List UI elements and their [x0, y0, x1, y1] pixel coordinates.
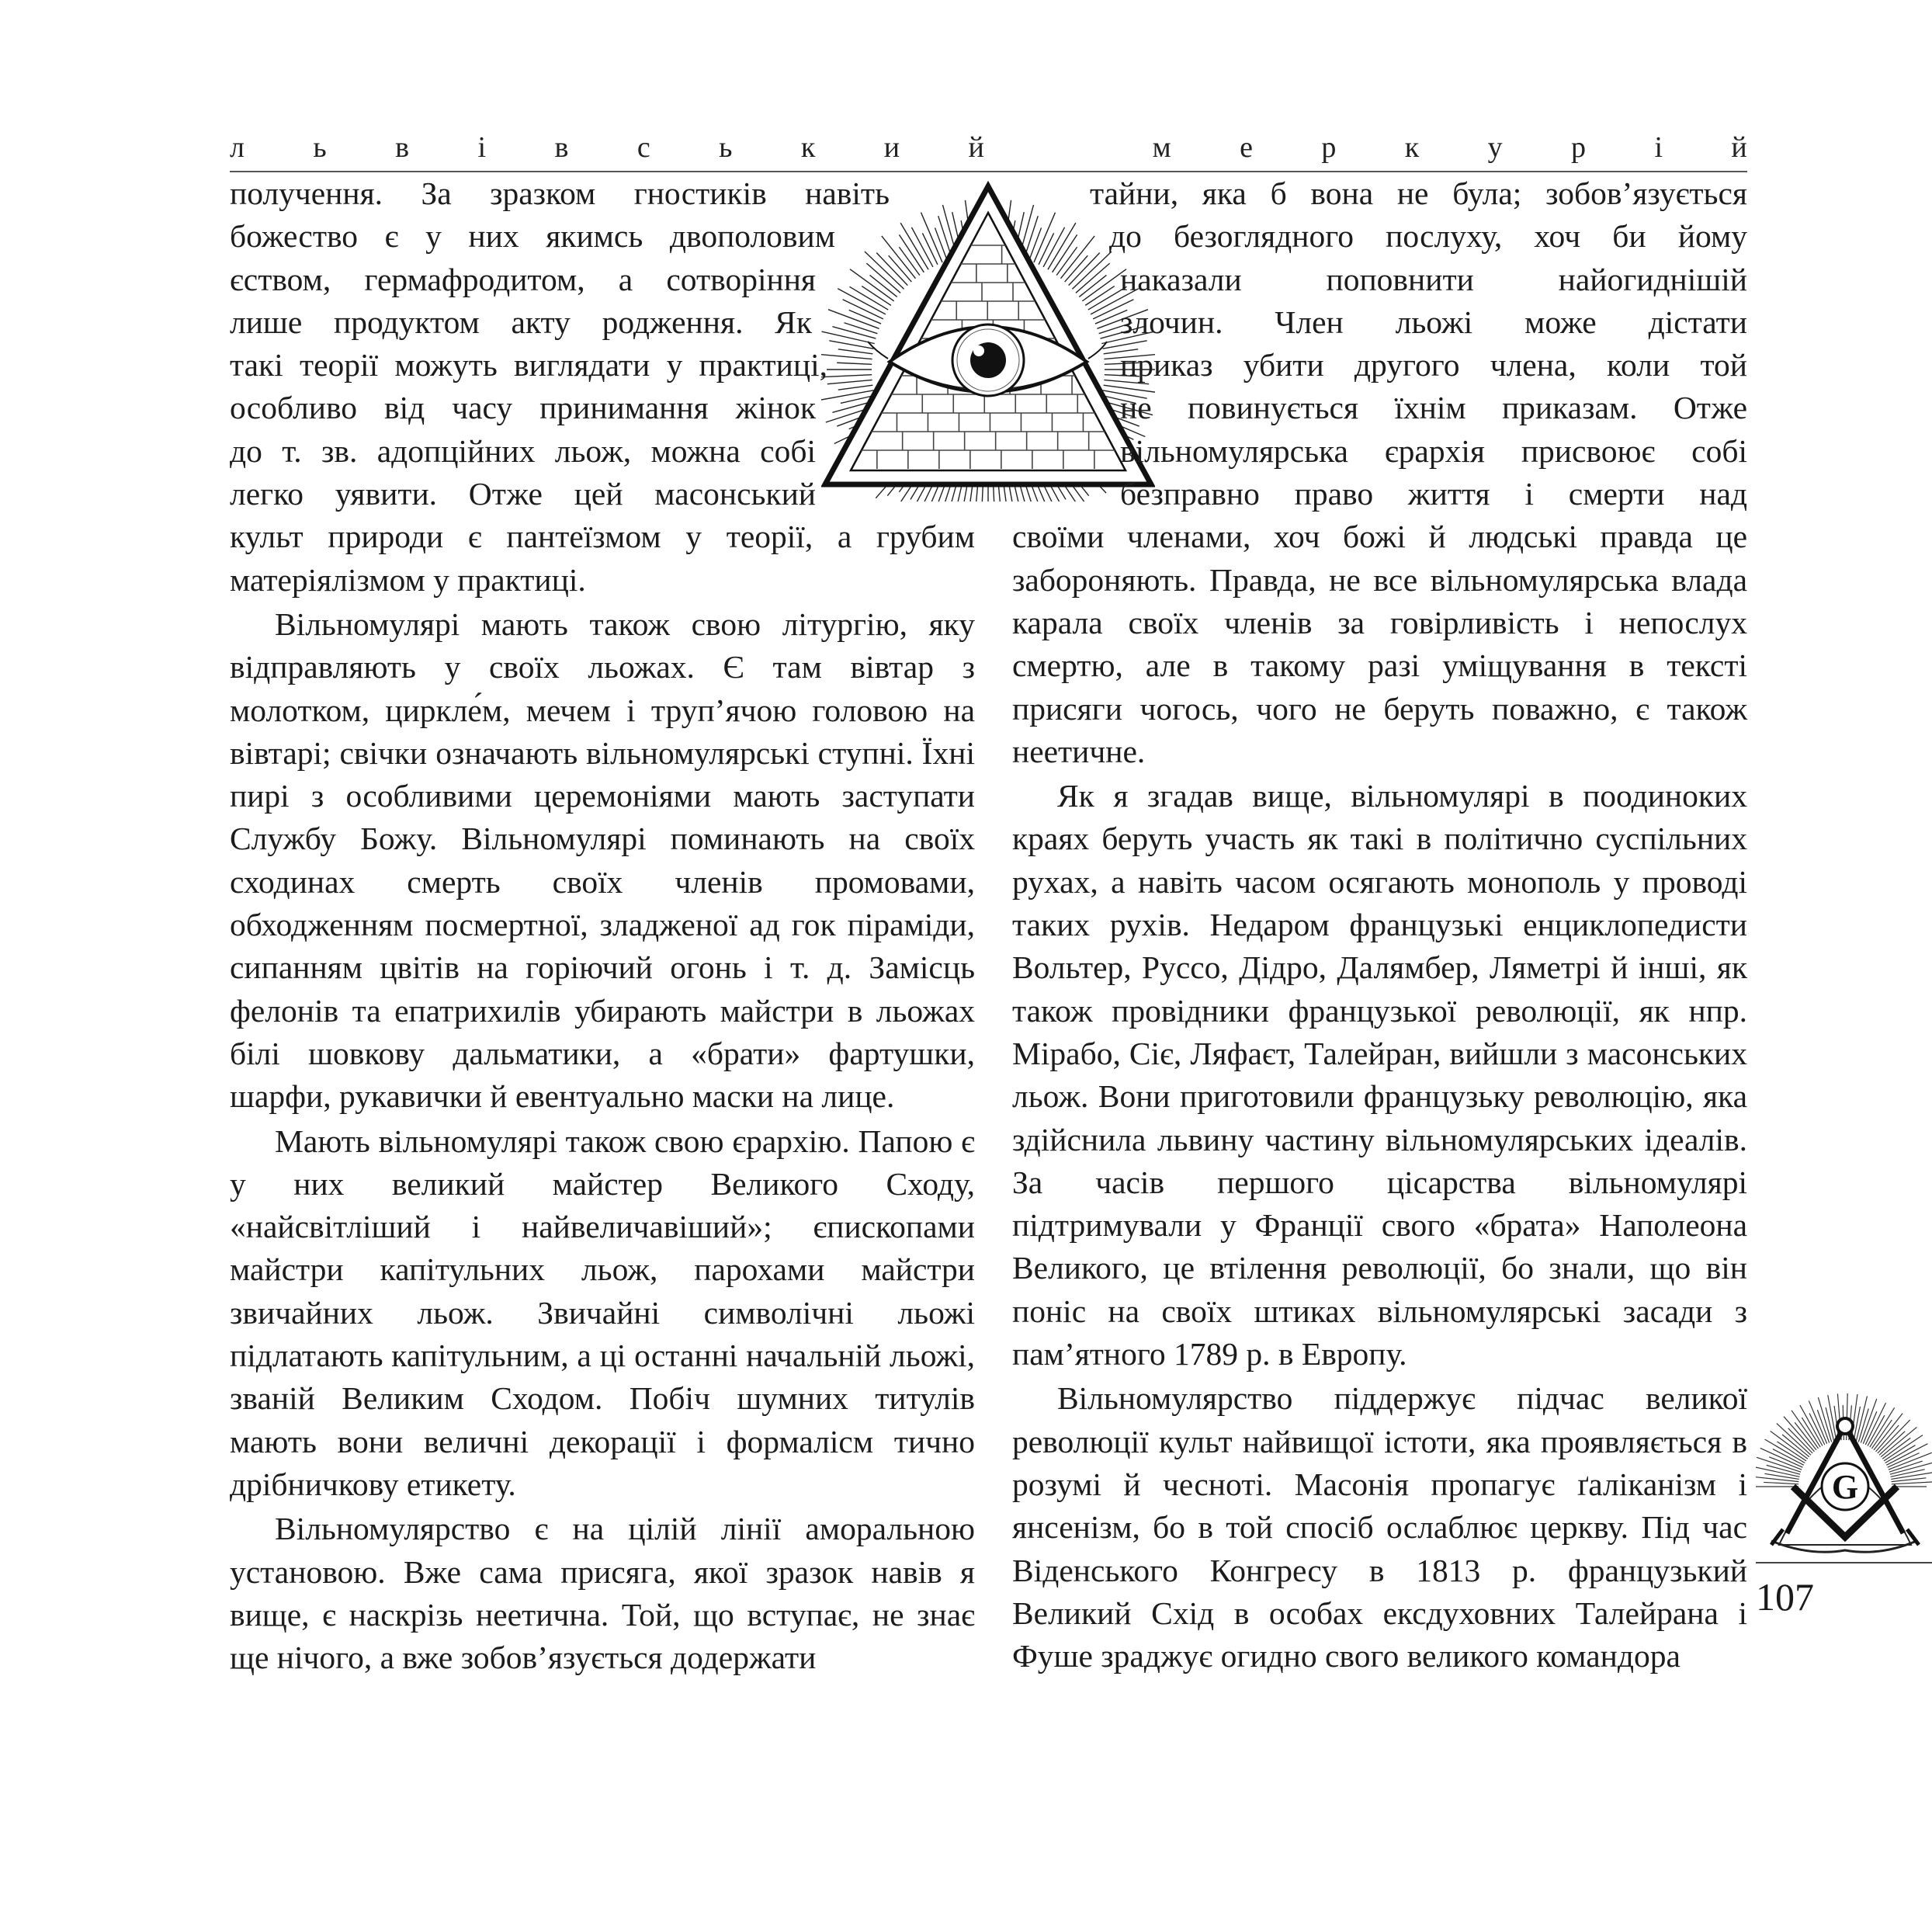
wrapped-line: до т. зв. адопційних льож, можна собі — [230, 432, 816, 469]
wrapped-line: такі теорії можуть виглядати у практиці, — [230, 347, 827, 383]
running-head-letter: и — [883, 131, 900, 164]
left-column — [230, 172, 975, 1679]
left-paragraph-3: Мають вільномулярі також свою єрархію. Папою є у них великий майстер Великого Сходу, «найсвітліший і найвеличавіший»; єпископами майстри капітульних льож, парохами майстри звичайних льож. Звичайні символічні льожі підлатають капітульним, а ці останні начальній льожі, званій Великим Сходом. Побіч шумних титулів мають вони величні декорації і формалісм тично дрібничкову етикету. — [230, 1123, 975, 1502]
running-head — [230, 130, 1747, 165]
running-head-letter: р — [1321, 131, 1337, 164]
ray — [975, 485, 978, 501]
ray — [1773, 1449, 1804, 1466]
margin-rule — [1756, 1562, 1932, 1563]
ray — [998, 485, 1003, 501]
right-paragraph-3: Вільномулярство піддержує підчас великої революції культ найвищої істоти, яка проявляється в розумі й чесноті. Масонія пропагує ґаліканізм і янсенізм, бо в той спосіб ослаблює церкву. Під час Віденського Конгресу в 1813 р. французький Великий Схід в особах ексдуховних Талейрана і Фуше зраджує огидно свого великого командора — [1012, 1380, 1747, 1674]
running-head-letter: л — [230, 131, 245, 164]
running-head-letter: к — [800, 131, 816, 164]
ray — [1757, 1457, 1801, 1472]
ray — [1892, 1482, 1932, 1484]
ray — [1884, 1435, 1923, 1461]
running-head-letter — [1053, 130, 1084, 165]
running-head-letter: ь — [719, 131, 733, 164]
ray — [1868, 1415, 1885, 1445]
wrapped-line: злочин. Член льожі може дістати — [1120, 304, 1747, 340]
ray — [1764, 1482, 1798, 1484]
running-head-letter: е — [1240, 131, 1253, 164]
wrapped-line: не повинується їхнім приказам. Отже — [1120, 390, 1747, 426]
wrapped-line: особливо від часу принимання жінок — [230, 390, 816, 426]
wrapped-line: єством, гермафродитом, а сотворіння — [230, 261, 816, 297]
wrapped-line: приказ убити другого члена, коли той — [1120, 347, 1747, 383]
ray — [1756, 1477, 1798, 1481]
wrapped-line: божество є у них якимсь двополовим — [230, 218, 835, 255]
running-head-letter: й — [968, 131, 984, 164]
right-paragraph-2: Як я згадав вище, вільномулярі в поодиноких краях беруть участь як такі в політично суспільних рухах, а навіть часом осягають монополь у проводі таких рухів. Недаром французькі енциклопедисти Вольтер, Руссо, Дідро, Далямбер, Ляметрі й інші, як також провідники французької революції, як нпр. Мірабо, Сіє, Ляфаєт, Талейран, вийшли з масонських льож. Вони приготовили французьку революцію, яка здійснила львину частину вільномулярських ідеалів. За часів першого цісарства вільномулярі підтримували у Франції свого «брата» Наполеона Великого, це втілення революції, бо знали, що він поніс на своїх штиках вільномулярські засади з пам’ятного 1789 р. в Европу. — [1012, 778, 1747, 1372]
running-head-letter: с — [636, 131, 650, 164]
wrapped-line: вільномулярська єрархія присвоює собі — [1120, 432, 1747, 469]
ray — [1885, 1445, 1916, 1463]
masonic-square-compass-emblem — [1756, 1378, 1932, 1568]
right-image-wrapped-lines — [1012, 172, 1747, 515]
left-paragraph-1-continued: культ природи є пантеїзмом у теорії, а грубим матеріялізмом у практиці. — [230, 519, 975, 598]
wrapped-line: до безоглядного послуху, хоч би йому — [1109, 218, 1747, 255]
running-head-letter: в — [554, 131, 569, 164]
running-head-letter: й — [1731, 131, 1747, 164]
ray — [994, 486, 996, 501]
right-paragraph-1-continued: своїми членами, хоч божі й людські правда це забороняють. Правда, не все вільномулярська влада карала своїх членів за говірливість і непослух смертю, але в такому разі уміщування в тексті присяги чогось, чого не беруть поважно, є також неетичне. — [1012, 519, 1747, 769]
wrapped-line: легко уявити. Отже цей масонський — [230, 476, 816, 512]
ray — [1004, 485, 1010, 501]
wrapped-line: наказали поповнити найогиднішій — [1120, 261, 1747, 297]
running-head-letter: к — [1404, 131, 1420, 164]
running-head-letter: р — [1571, 131, 1587, 164]
left-paragraph-2: Вільномулярі мають також свою літургію, яку відправляють у своїх льожах. Є там вівтар з молотком, циркле́м, мечем і труп’ячою головою на вівтарі; свічки означають вільномулярські ступні. Їхні пирі з особливими церемоніями мають заступати Службу Божу. Вільномулярі поминають на своїх сходинах смерть своїх членів промовами, обходженням посмертної, зладженої ад гок піраміди, сипанням цвітів на горіючий огонь і т. д. Замісць фелонів та епатрихилів убирають майстри в льожах білі шовкову дальматики, а «брати» фартушки, шарфи, рукавички й евентуально маски на лице. — [230, 606, 975, 1115]
emblem-letter: G — [1831, 1468, 1859, 1506]
running-head-letter: ь — [313, 131, 327, 164]
left-image-wrapped-lines — [230, 172, 975, 515]
running-head-letter: м — [1152, 131, 1171, 164]
running-head-letter: в — [395, 131, 410, 164]
wrapped-line: тайни, яка б вона не була; зобов’язується — [1090, 175, 1747, 211]
running-head-letter: і — [477, 131, 487, 164]
ray — [980, 486, 983, 501]
running-head-letter: і — [1654, 131, 1663, 164]
left-paragraph-4: Вільномулярство є на цілій лінії аморальною установою. Вже сама присяга, якої зразок навів я вище, є наскрізь неетична. Той, що вступає, не знає ще нічого, а вже зобов’язується додержати — [230, 1511, 975, 1676]
ray — [1809, 1414, 1825, 1445]
running-head-text — [230, 130, 1747, 165]
ray — [1861, 1399, 1876, 1442]
wrapped-line: лише продуктом акту родження. Як — [230, 304, 812, 340]
wrapped-line: безправно право життя і смерти над — [1120, 476, 1747, 512]
wrapped-line: получення. За зразком гностиків навіть — [230, 175, 890, 211]
right-column — [1012, 172, 1747, 1678]
running-head-letter: у — [1487, 131, 1503, 164]
page-number: 107 — [1756, 1575, 1814, 1619]
